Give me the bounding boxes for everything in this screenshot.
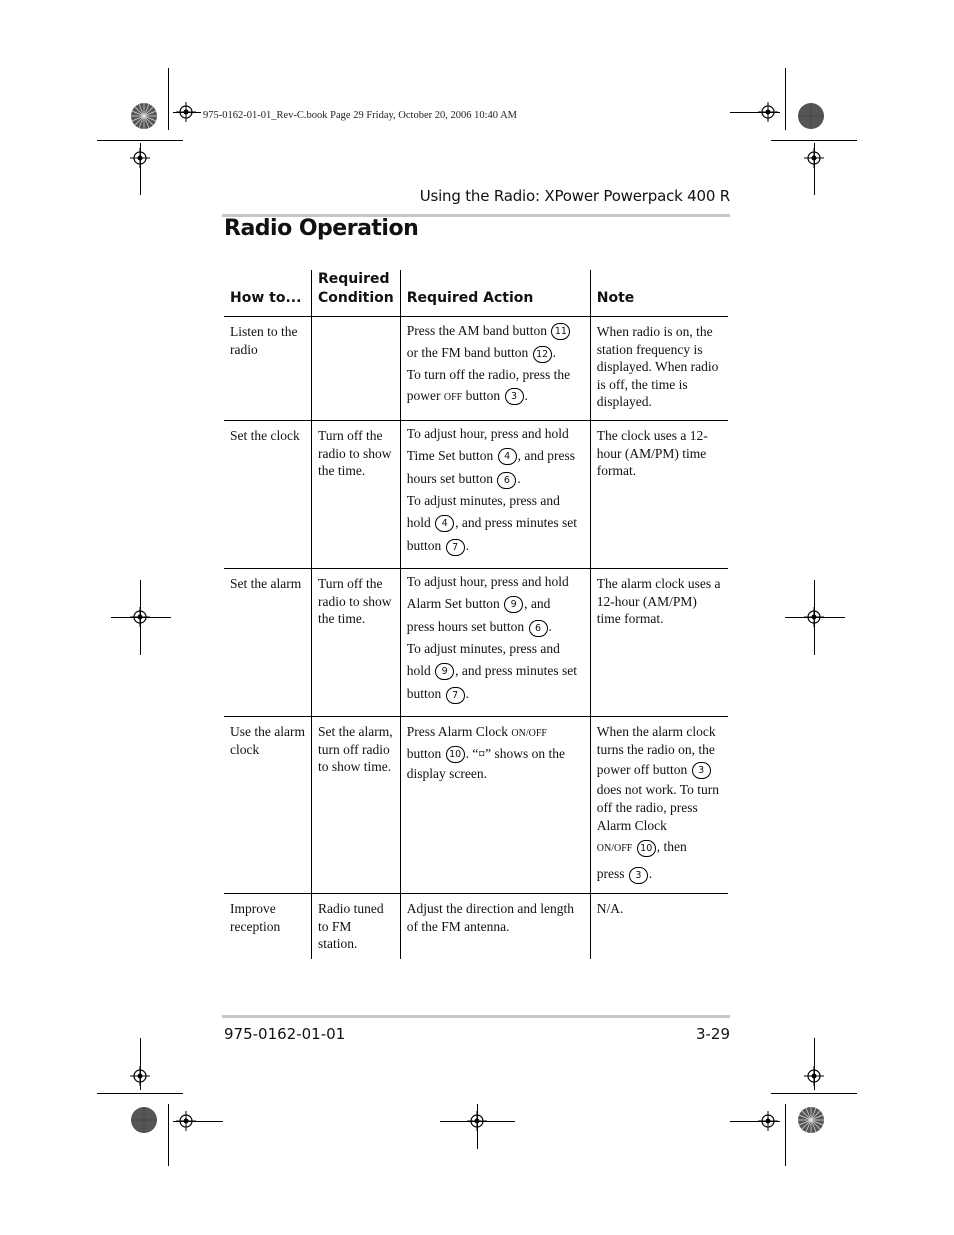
callout-number: 7 bbox=[446, 539, 465, 556]
table-header-row bbox=[224, 270, 728, 317]
registration-mark-icon bbox=[758, 1111, 778, 1131]
registration-mark-icon bbox=[176, 102, 196, 122]
registration-mark-icon bbox=[804, 148, 824, 168]
cell-action: Adjust the direction and length of the FM antenna. bbox=[400, 894, 590, 959]
page-title: Radio Operation bbox=[224, 216, 419, 241]
cell-how-to: Improve reception bbox=[230, 901, 281, 934]
action-text: To adjust minutes, press and bbox=[406, 640, 560, 656]
footer-rule bbox=[222, 1015, 730, 1018]
starburst-mark-icon bbox=[130, 1106, 158, 1134]
registration-mark-icon bbox=[130, 1066, 150, 1086]
callout-number: 3 bbox=[505, 388, 524, 405]
cell-how-to: Set the clock bbox=[230, 428, 300, 443]
callout-number: 10 bbox=[637, 840, 656, 857]
action-text: or the FM band button bbox=[406, 345, 529, 361]
cell-action: Press Alarm Clock ON/OFF button 10 . “¤” shows on the display screen. bbox=[400, 717, 590, 894]
cell-note: When the alarm clock turns the radio on, the power off button 3 does not work. To turn off the radio, press Alarm Clock ON/OFF 10 , then press 3 . bbox=[590, 717, 728, 894]
cell-condition: Set the alarm, turn off radio to show time. bbox=[312, 717, 401, 894]
header-condition-line1: Required bbox=[318, 271, 390, 287]
registration-mark-icon bbox=[176, 1111, 196, 1131]
header-condition-line2: Condition bbox=[318, 290, 394, 306]
table-row bbox=[224, 421, 728, 569]
radio-operation-table bbox=[224, 270, 728, 959]
action-text: To adjust hour, press and hold bbox=[406, 574, 569, 589]
table-row bbox=[224, 894, 728, 959]
cell-condition: Turn off the radio to show the time. bbox=[312, 421, 401, 569]
registration-mark-icon bbox=[130, 607, 150, 627]
header-note: Note bbox=[590, 270, 728, 317]
cell-action: Press the AM band button 11 or the FM band button 12 . To turn off the radio, press the power OFF button 3 . bbox=[400, 317, 590, 421]
starburst-mark-icon bbox=[797, 102, 825, 130]
header-required-action: Required Action bbox=[400, 270, 590, 317]
cell-condition: Turn off the radio to show the time. bbox=[312, 569, 401, 717]
callout-number: 9 bbox=[504, 596, 523, 613]
callout-number: 3 bbox=[692, 762, 711, 779]
action-text: To adjust minutes, press and bbox=[406, 492, 560, 508]
action-text: To adjust hour, press and hold bbox=[406, 426, 569, 441]
print-slug: 975-0162-01-01_Rev-C.book Page 29 Friday, October 20, 2006 10:40 AM bbox=[203, 110, 517, 121]
registration-mark-icon bbox=[804, 1066, 824, 1086]
header-how-to: How to... bbox=[230, 290, 302, 306]
table-row bbox=[224, 717, 728, 894]
cell-condition: Radio tuned to FM station. bbox=[312, 894, 401, 959]
action-text: To turn off the radio, press the bbox=[406, 366, 571, 382]
callout-number: 10 bbox=[446, 746, 465, 763]
action-text: display screen. bbox=[406, 766, 487, 782]
cell-action: To adjust hour, press and hold Time Set button 4 , and press hours set button 6 . To adjust minutes, press and hold 4 , and press minutes set button 7 . bbox=[400, 421, 590, 569]
registration-mark-icon bbox=[758, 102, 778, 122]
table-row bbox=[224, 569, 728, 717]
running-head: Using the Radio: XPower Powerpack 400 R bbox=[419, 187, 730, 205]
cell-how-to: Use the alarm clock bbox=[230, 724, 305, 757]
cell-action: To adjust hour, press and hold Alarm Set button 9 , and press hours set button 6 . To adjust minutes, press and hold 9 , and press minutes set button 7 . bbox=[400, 569, 590, 717]
callout-number: 12 bbox=[533, 346, 552, 363]
page-number: 3-29 bbox=[695, 1025, 730, 1043]
document-number: 975-0162-01-01 bbox=[224, 1025, 346, 1043]
cell-note: N/A. bbox=[590, 894, 728, 959]
cell-note: The alarm clock uses a 12-hour (AM/PM) time format. bbox=[590, 569, 728, 717]
cell-how-to: Set the alarm bbox=[230, 576, 302, 591]
registration-mark-icon bbox=[804, 607, 824, 627]
callout-number: 4 bbox=[498, 448, 517, 465]
callout-number: 6 bbox=[529, 620, 548, 637]
registration-mark-icon bbox=[467, 1111, 487, 1131]
header-required-condition bbox=[312, 270, 401, 317]
cell-note: When radio is on, the station frequency is displayed. When radio is off, the time is displayed. bbox=[590, 317, 728, 421]
action-text: Press the AM band button bbox=[406, 323, 548, 338]
starburst-mark-icon bbox=[797, 1106, 825, 1134]
callout-number: 7 bbox=[446, 687, 465, 704]
callout-number: 9 bbox=[435, 663, 454, 680]
callout-number: 11 bbox=[551, 323, 570, 340]
callout-number: 3 bbox=[629, 867, 648, 884]
callout-number: 4 bbox=[435, 515, 454, 532]
cell-how-to: Listen to the radio bbox=[230, 324, 298, 357]
registration-mark-icon bbox=[130, 148, 150, 168]
starburst-mark-icon bbox=[130, 102, 158, 130]
table-row bbox=[224, 317, 728, 421]
cell-note: The clock uses a 12-hour (AM/PM) time format. bbox=[590, 421, 728, 569]
callout-number: 6 bbox=[497, 472, 516, 489]
cell-condition bbox=[312, 317, 401, 421]
